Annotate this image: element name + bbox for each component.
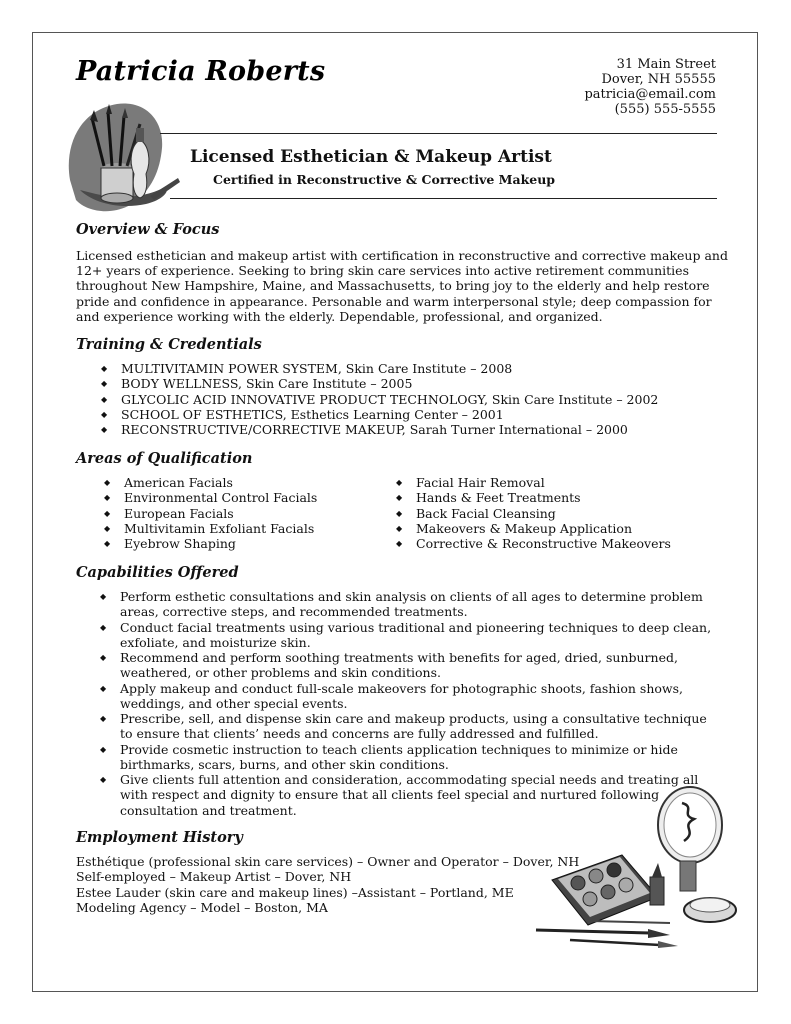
bullet-icon: ◆ — [100, 744, 107, 754]
list-item: ◆ Apply makeup and conduct full-scale makeovers for photographic shoots, fashion shows, weddings, and other special events. — [100, 680, 683, 711]
list-item: ◆ Environmental Control Facials — [104, 490, 318, 506]
bullet-icon: ◆ — [100, 592, 107, 601]
bullet-icon: ◆ — [104, 478, 111, 487]
list-item: ◆ BODY WELLNESS, Skin Care Institute – 2005 — [101, 376, 413, 392]
bullet-icon: ◆ — [396, 478, 403, 487]
bullet-icon: ◆ — [100, 714, 107, 723]
employment-list — [76, 854, 579, 915]
employment-line: Estee Lauder (skin care and makeup lines) –Assistant – Portland, ME — [76, 884, 514, 900]
bullet-icon: ◆ — [104, 493, 111, 503]
capabilities-list — [97, 589, 711, 818]
title-rule-bottom — [170, 198, 717, 199]
employment-heading: Employment History — [76, 829, 243, 846]
bullet-icon: ◆ — [396, 508, 403, 518]
list-item: ◆ Hands & Feet Treatments — [396, 490, 581, 506]
bullet-icon: ◆ — [104, 539, 111, 549]
qualifications-right-list — [392, 475, 671, 551]
training-heading: Training & Credentials — [76, 336, 262, 353]
bullet-icon: ◆ — [100, 683, 107, 693]
overview-line: Licensed esthetician and makeup artist with certification in reconstructive and corrective makeup and — [76, 248, 728, 263]
bullet-icon: ◆ — [100, 622, 107, 632]
bullet-icon: ◆ — [101, 425, 108, 435]
training-list — [97, 361, 658, 437]
list-item: ◆ Multivitamin Exfoliant Facials — [104, 520, 315, 536]
list-item: ◆ European Facials — [104, 505, 234, 521]
bullet-icon: ◆ — [101, 394, 108, 404]
bullet-icon: ◆ — [396, 523, 403, 533]
overview-line: 12+ years of experience. Seeking to bring skin care services into active retirement communities — [76, 263, 689, 279]
overview-paragraph — [76, 248, 728, 324]
bullet-icon: ◆ — [101, 379, 108, 389]
professional-title: Licensed Esthetician & Makeup Artist — [190, 147, 552, 167]
overview-heading: Overview & Focus — [76, 221, 220, 238]
list-item: ◆ Eyebrow Shaping — [104, 536, 236, 552]
list-item: ◆ Recommend and perform soothing treatments with benefits for aged, dried, sunburned, weathered, or other problems and skin conditions. — [100, 650, 678, 681]
bullet-icon: ◆ — [396, 539, 403, 549]
employment-line: Esthétique (professional skin care services) – Owner and Operator – Dover, NH — [76, 854, 580, 869]
list-item: ◆ Corrective & Reconstructive Makeovers — [396, 536, 671, 552]
list-item: ◆ Provide cosmetic instruction to teach clients application techniques to minimize or hide birthmarks, scars, burns, and other skin conditions. — [100, 741, 678, 772]
makeup-brushes-cup-icon — [62, 100, 182, 220]
contact-email: patricia@email.com — [584, 87, 716, 102]
overview-line: pride and confidence in appearance. Personable and warm interpersonal style; deep compassion for — [76, 293, 712, 309]
contact-phone: (555) 555-5555 — [614, 102, 716, 117]
candidate-name: Patricia Roberts — [76, 56, 326, 87]
list-item: ◆ Facial Hair Removal — [396, 475, 545, 490]
list-item: ◆ Back Facial Cleansing — [396, 505, 556, 521]
contact-city: Dover, NH 55555 — [601, 72, 716, 87]
contact-street: 31 Main Street — [616, 57, 716, 72]
list-item: ◆ Prescribe, sell, and dispense skin care and makeup products, using a consultative technique to ensure that clients’ needs and concerns are fully addressed and fulfilled. — [100, 711, 707, 742]
employment-line: Self-employed – Makeup Artist – Dover, NH — [76, 869, 352, 885]
professional-subtitle: Certified in Reconstructive & Corrective Makeup — [213, 172, 556, 187]
title-rule-top — [160, 133, 717, 134]
bullet-icon: ◆ — [101, 409, 108, 419]
list-item: ◆ SCHOOL OF ESTHETICS, Esthetics Learning Center – 2001 — [101, 406, 504, 422]
employment-line: Modeling Agency – Model – Boston, MA — [76, 899, 328, 915]
list-item: ◆ American Facials — [104, 475, 233, 490]
list-item: ◆ MULTIVITAMIN POWER SYSTEM, Skin Care Institute – 2008 — [101, 361, 513, 376]
qualifications-left-list — [100, 475, 317, 551]
list-item: ◆ Perform esthetic consultations and skin analysis on clients of all ages to determine problem areas, corrective steps, and recommended treatments. — [100, 589, 703, 620]
overview-line: throughout New Hampshire, Maine, and Massachusetts, to bring joy to the elderly and help restore — [76, 278, 710, 294]
bullet-icon: ◆ — [100, 775, 107, 784]
list-item: ◆ GLYCOLIC ACID INNOVATIVE PRODUCT TECHNOLOGY, Skin Care Institute – 2002 — [101, 391, 659, 407]
capabilities-heading: Capabilities Offered — [76, 564, 239, 581]
contact-block — [584, 57, 716, 117]
bullet-icon: ◆ — [104, 508, 111, 518]
list-item: ◆ Makeovers & Makeup Application — [396, 520, 632, 536]
list-item: ◆ Conduct facial treatments using various traditional and pioneering techniques to deep clean, exfoliate, and moisturize skin. — [100, 619, 712, 650]
makeup-palette-mirror-icon — [530, 785, 740, 950]
bullet-icon: ◆ — [101, 364, 108, 373]
qualifications-heading: Areas of Qualification — [76, 450, 253, 467]
list-item: ◆ Give clients full attention and consideration, accommodating special needs and treating all with respect and dignity to ensure that all clients feel special and nurtured following consultation and treatment. — [100, 772, 699, 818]
bullet-icon: ◆ — [396, 493, 403, 503]
overview-line: and experience working with the elderly. Dependable, professional, and organized. — [76, 308, 603, 324]
list-item: ◆ RECONSTRUCTIVE/CORRECTIVE MAKEUP, Sarah Turner International – 2000 — [101, 422, 628, 438]
bullet-icon: ◆ — [104, 523, 111, 533]
bullet-icon: ◆ — [100, 653, 107, 662]
